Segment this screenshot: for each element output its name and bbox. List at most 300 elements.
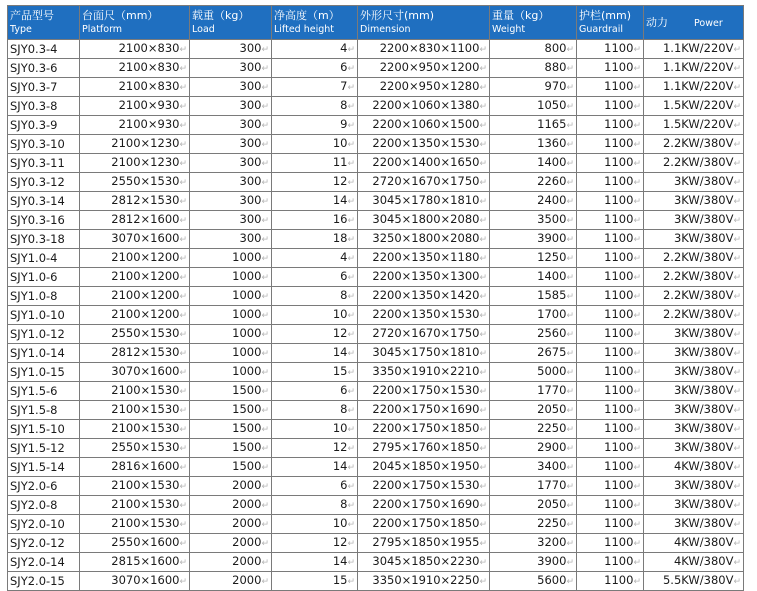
cell-weight (490, 363, 577, 382)
cell-value: 2200×1350×1530 (372, 136, 480, 150)
cell-value: 1250 (537, 250, 567, 264)
cell-platform (80, 249, 190, 268)
cell-type (8, 40, 80, 59)
cell-value: 2675 (537, 345, 567, 359)
cell-value: 1100 (604, 269, 634, 283)
cell-guardrail (577, 534, 644, 553)
cell-load (190, 268, 272, 287)
return-mark: ↵ (347, 520, 355, 530)
cell-value: 1360 (537, 136, 567, 150)
cell-value: 2250 (537, 421, 567, 435)
cell-platform (80, 496, 190, 515)
return-mark: ↵ (566, 45, 574, 55)
cell-type (8, 325, 80, 344)
table-row (8, 325, 744, 344)
header-type (8, 6, 80, 40)
return-mark: ↵ (479, 140, 487, 150)
return-mark: ↵ (261, 216, 269, 226)
cell-weight (490, 230, 577, 249)
return-mark: ↵ (633, 539, 641, 549)
return-mark: ↵ (733, 102, 741, 112)
return-mark: ↵ (179, 197, 187, 207)
table-row (8, 420, 744, 439)
cell-type (8, 249, 80, 268)
table-row (8, 40, 744, 59)
cell-value: 300 (239, 155, 262, 169)
cell-value: 3900 (537, 231, 567, 245)
return-mark: ↵ (633, 463, 641, 473)
cell-lifted-height (272, 249, 358, 268)
return-mark: ↵ (179, 349, 187, 359)
return-mark: ↵ (347, 349, 355, 359)
return-mark: ↵ (566, 539, 574, 549)
return-mark: ↵ (633, 349, 641, 359)
cell-platform (80, 572, 190, 591)
cell-value: 2795×1760×1850 (372, 440, 480, 454)
cell-power (644, 40, 744, 59)
cell-power (644, 78, 744, 97)
return-mark: ↵ (566, 520, 574, 530)
header-guardrail (577, 6, 644, 40)
return-mark: ↵ (479, 330, 487, 340)
cell-value: 2550×1600 (111, 535, 180, 549)
return-mark: ↵ (347, 444, 355, 454)
cell-value: 3KW/380V (673, 497, 734, 511)
cell-dimension (358, 458, 490, 477)
cell-value: 1100 (604, 421, 634, 435)
return-mark: ↵ (179, 425, 187, 435)
cell-value: 2200×1750×1690 (372, 497, 480, 511)
return-mark: ↵ (566, 349, 574, 359)
return-mark: ↵ (566, 273, 574, 283)
return-mark: ↵ (733, 539, 741, 549)
cell-dimension (358, 249, 490, 268)
header-type-en: Type (10, 23, 32, 35)
header-load-zh: 载重（kg） (192, 8, 250, 22)
cell-value: 10 (332, 516, 348, 530)
return-mark: ↵ (479, 501, 487, 511)
return-mark: ↵ (479, 197, 487, 207)
cell-value: 2812×1600 (111, 212, 180, 226)
cell-guardrail (577, 344, 644, 363)
return-mark: ↵ (479, 45, 487, 55)
return-mark: ↵ (347, 273, 355, 283)
cell-value: 2100×930 (118, 98, 180, 112)
cell-load (190, 382, 272, 401)
return-mark: ↵ (633, 520, 641, 530)
cell-platform (80, 515, 190, 534)
cell-load (190, 116, 272, 135)
cell-guardrail (577, 135, 644, 154)
return-mark: ↵ (733, 292, 741, 302)
cell-power (644, 496, 744, 515)
return-mark: ↵ (347, 235, 355, 245)
cell-value: 3500 (537, 212, 567, 226)
cell-value: 2200×1350×1180 (372, 250, 480, 264)
table-row (8, 116, 744, 135)
cell-weight (490, 40, 577, 59)
cell-value: 6 (340, 478, 348, 492)
cell-guardrail (577, 458, 644, 477)
cell-value: 2200×1750×1690 (372, 402, 480, 416)
cell-power (644, 382, 744, 401)
return-mark: ↵ (633, 64, 641, 74)
cell-value: 2045×1850×1950 (372, 459, 480, 473)
cell-value: 2050 (537, 402, 567, 416)
header-weight-zh: 重量（kg） (492, 8, 550, 22)
cell-value: SJY1.0-8 (10, 289, 58, 303)
return-mark: ↵ (479, 178, 487, 188)
cell-type (8, 306, 80, 325)
cell-lifted-height (272, 173, 358, 192)
cell-value: 3250×1800×2080 (372, 231, 480, 245)
cell-value: 1100 (604, 364, 634, 378)
cell-platform (80, 268, 190, 287)
cell-dimension (358, 135, 490, 154)
header-power-zh: 动力 (646, 16, 668, 29)
return-mark: ↵ (566, 558, 574, 568)
return-mark: ↵ (633, 254, 641, 264)
cell-value: SJY1.0-14 (10, 346, 65, 360)
cell-value: 1100 (604, 136, 634, 150)
cell-value: 8 (340, 98, 348, 112)
cell-value: 1100 (604, 117, 634, 131)
table-row (8, 515, 744, 534)
cell-weight (490, 401, 577, 420)
table-row (8, 382, 744, 401)
cell-dimension (358, 515, 490, 534)
header-platform-en: Platform (82, 23, 123, 35)
cell-dimension (358, 268, 490, 287)
cell-weight (490, 534, 577, 553)
cell-value: 2100×830 (118, 41, 180, 55)
return-mark: ↵ (347, 254, 355, 264)
table-row (8, 572, 744, 591)
cell-type (8, 287, 80, 306)
cell-guardrail (577, 363, 644, 382)
return-mark: ↵ (566, 501, 574, 511)
cell-platform (80, 458, 190, 477)
cell-dimension (358, 40, 490, 59)
cell-value: 1100 (604, 212, 634, 226)
return-mark: ↵ (261, 178, 269, 188)
cell-value: 3070×1600 (111, 364, 180, 378)
cell-power (644, 439, 744, 458)
return-mark: ↵ (179, 83, 187, 93)
cell-value: SJY1.0-12 (10, 327, 65, 341)
cell-value: SJY2.0-8 (10, 498, 58, 512)
return-mark: ↵ (566, 387, 574, 397)
cell-value: 2100×1200 (111, 250, 180, 264)
cell-value: 10 (332, 421, 348, 435)
cell-value: SJY0.3-11 (10, 156, 65, 170)
cell-dimension (358, 572, 490, 591)
cell-power (644, 325, 744, 344)
cell-dimension (358, 78, 490, 97)
cell-weight (490, 382, 577, 401)
return-mark: ↵ (733, 45, 741, 55)
cell-value: 1100 (604, 573, 634, 587)
cell-load (190, 135, 272, 154)
return-mark: ↵ (261, 501, 269, 511)
cell-load (190, 401, 272, 420)
cell-value: 2100×1230 (111, 136, 180, 150)
cell-platform (80, 344, 190, 363)
return-mark: ↵ (633, 197, 641, 207)
return-mark: ↵ (347, 368, 355, 378)
return-mark: ↵ (347, 159, 355, 169)
table-row (8, 458, 744, 477)
return-mark: ↵ (479, 159, 487, 169)
cell-guardrail (577, 553, 644, 572)
cell-value: 1100 (604, 516, 634, 530)
cell-value: SJY2.0-10 (10, 517, 65, 531)
cell-weight (490, 116, 577, 135)
cell-value: 1400 (537, 269, 567, 283)
cell-load (190, 458, 272, 477)
cell-dimension (358, 363, 490, 382)
cell-value: 1100 (604, 459, 634, 473)
cell-value: 1.1KW/220V (662, 60, 734, 74)
cell-value: SJY0.3-8 (10, 99, 58, 113)
return-mark: ↵ (261, 444, 269, 454)
cell-value: 14 (332, 193, 348, 207)
cell-value: 3KW/380V (673, 193, 734, 207)
cell-load (190, 192, 272, 211)
cell-guardrail (577, 382, 644, 401)
cell-value: 2000 (232, 573, 262, 587)
cell-value: 800 (544, 41, 567, 55)
cell-value: SJY1.0-4 (10, 251, 58, 265)
cell-guardrail (577, 420, 644, 439)
header-load (190, 6, 272, 40)
cell-lifted-height (272, 287, 358, 306)
cell-type (8, 458, 80, 477)
cell-value: 2100×1200 (111, 288, 180, 302)
cell-value: 6 (340, 383, 348, 397)
cell-value: 6 (340, 269, 348, 283)
return-mark: ↵ (179, 235, 187, 245)
table-row (8, 344, 744, 363)
cell-guardrail (577, 97, 644, 116)
cell-value: 1400 (537, 155, 567, 169)
cell-power (644, 363, 744, 382)
cell-value: SJY2.0-15 (10, 574, 65, 588)
cell-value: SJY0.3-14 (10, 194, 65, 208)
cell-value: 3045×1780×1810 (372, 193, 480, 207)
cell-weight (490, 306, 577, 325)
cell-value: 1100 (604, 383, 634, 397)
return-mark: ↵ (733, 64, 741, 74)
cell-value: 10 (332, 136, 348, 150)
cell-value: 2.2KW/380V (662, 155, 734, 169)
cell-value: 2812×1530 (111, 193, 180, 207)
cell-dimension (358, 173, 490, 192)
cell-type (8, 439, 80, 458)
return-mark: ↵ (479, 368, 487, 378)
return-mark: ↵ (261, 121, 269, 131)
return-mark: ↵ (633, 292, 641, 302)
cell-guardrail (577, 230, 644, 249)
cell-power (644, 211, 744, 230)
cell-value: SJY0.3-9 (10, 118, 58, 132)
cell-value: 2200×1400×1650 (372, 155, 480, 169)
cell-value: 1585 (537, 288, 567, 302)
return-mark: ↵ (261, 558, 269, 568)
return-mark: ↵ (633, 501, 641, 511)
cell-value: 2812×1530 (111, 345, 180, 359)
cell-value: 3KW/380V (673, 345, 734, 359)
cell-lifted-height (272, 477, 358, 496)
cell-dimension (358, 344, 490, 363)
return-mark: ↵ (479, 273, 487, 283)
header-load-en: Load (192, 23, 215, 35)
cell-type (8, 344, 80, 363)
return-mark: ↵ (179, 368, 187, 378)
return-mark: ↵ (261, 102, 269, 112)
cell-value: 4KW/380V (673, 459, 734, 473)
cell-value: SJY1.5-14 (10, 460, 65, 474)
cell-value: 4KW/380V (673, 535, 734, 549)
cell-value: 1100 (604, 535, 634, 549)
cell-type (8, 154, 80, 173)
cell-value: 3KW/380V (673, 440, 734, 454)
cell-value: SJY0.3-7 (10, 80, 58, 94)
cell-guardrail (577, 401, 644, 420)
cell-dimension (358, 553, 490, 572)
return-mark: ↵ (347, 216, 355, 226)
cell-platform (80, 363, 190, 382)
cell-dimension (358, 59, 490, 78)
cell-value: 300 (239, 60, 262, 74)
table-row (8, 78, 744, 97)
cell-value: 1100 (604, 345, 634, 359)
cell-value: 2200×1350×1530 (372, 307, 480, 321)
return-mark: ↵ (479, 254, 487, 264)
cell-value: 3045×1750×1810 (372, 345, 480, 359)
cell-weight (490, 59, 577, 78)
return-mark: ↵ (733, 482, 741, 492)
cell-value: SJY2.0-14 (10, 555, 65, 569)
cell-weight (490, 97, 577, 116)
cell-value: 1000 (232, 307, 262, 321)
cell-power (644, 268, 744, 287)
cell-guardrail (577, 268, 644, 287)
return-mark: ↵ (479, 406, 487, 416)
return-mark: ↵ (347, 425, 355, 435)
return-mark: ↵ (479, 311, 487, 321)
cell-value: SJY2.0-12 (10, 536, 65, 550)
cell-value: 14 (332, 345, 348, 359)
cell-weight (490, 458, 577, 477)
return-mark: ↵ (566, 197, 574, 207)
return-mark: ↵ (566, 178, 574, 188)
cell-value: 2200×1750×1530 (372, 383, 480, 397)
table-row (8, 192, 744, 211)
cell-load (190, 325, 272, 344)
return-mark: ↵ (566, 577, 574, 587)
return-mark: ↵ (633, 368, 641, 378)
cell-load (190, 97, 272, 116)
return-mark: ↵ (479, 64, 487, 74)
cell-value: 10 (332, 307, 348, 321)
return-mark: ↵ (733, 368, 741, 378)
cell-type (8, 477, 80, 496)
cell-value: 880 (544, 60, 567, 74)
cell-value: SJY1.5-10 (10, 422, 65, 436)
cell-value: 1050 (537, 98, 567, 112)
cell-platform (80, 40, 190, 59)
cell-value: 3KW/380V (673, 383, 734, 397)
return-mark: ↵ (633, 140, 641, 150)
cell-value: 2200×1350×1300 (372, 269, 480, 283)
spec-table (7, 5, 744, 591)
return-mark: ↵ (347, 102, 355, 112)
cell-value: 8 (340, 402, 348, 416)
return-mark: ↵ (179, 273, 187, 283)
cell-lifted-height (272, 135, 358, 154)
return-mark: ↵ (633, 216, 641, 226)
cell-value: 300 (239, 98, 262, 112)
cell-value: 2100×1230 (111, 155, 180, 169)
return-mark: ↵ (566, 140, 574, 150)
cell-platform (80, 59, 190, 78)
cell-value: 7 (340, 79, 348, 93)
cell-value: 2100×1200 (111, 269, 180, 283)
cell-platform (80, 116, 190, 135)
return-mark: ↵ (261, 577, 269, 587)
cell-dimension (358, 496, 490, 515)
table-row (8, 268, 744, 287)
cell-value: 1500 (232, 440, 262, 454)
cell-value: 1100 (604, 288, 634, 302)
return-mark: ↵ (479, 349, 487, 359)
return-mark: ↵ (179, 577, 187, 587)
table-row (8, 97, 744, 116)
cell-dimension (358, 420, 490, 439)
header-dimension-zh: 外形尺寸(mm) (360, 8, 435, 22)
cell-value: 300 (239, 231, 262, 245)
cell-value: 2100×830 (118, 60, 180, 74)
return-mark: ↵ (733, 330, 741, 340)
return-mark: ↵ (479, 463, 487, 473)
cell-value: SJY0.3-16 (10, 213, 65, 227)
cell-lifted-height (272, 420, 358, 439)
cell-weight (490, 268, 577, 287)
return-mark: ↵ (633, 311, 641, 321)
return-mark: ↵ (261, 197, 269, 207)
cell-value: 4 (340, 250, 348, 264)
return-mark: ↵ (633, 330, 641, 340)
return-mark: ↵ (479, 83, 487, 93)
return-mark: ↵ (347, 311, 355, 321)
cell-value: 16 (332, 212, 348, 226)
cell-lifted-height (272, 496, 358, 515)
cell-value: 1100 (604, 98, 634, 112)
cell-guardrail (577, 116, 644, 135)
cell-dimension (358, 211, 490, 230)
return-mark: ↵ (347, 178, 355, 188)
return-mark: ↵ (733, 121, 741, 131)
cell-power (644, 401, 744, 420)
cell-weight (490, 344, 577, 363)
cell-type (8, 135, 80, 154)
cell-type (8, 97, 80, 116)
cell-value: 2000 (232, 497, 262, 511)
cell-type (8, 553, 80, 572)
cell-value: 2550×1530 (111, 440, 180, 454)
cell-value: 2100×830 (118, 79, 180, 93)
